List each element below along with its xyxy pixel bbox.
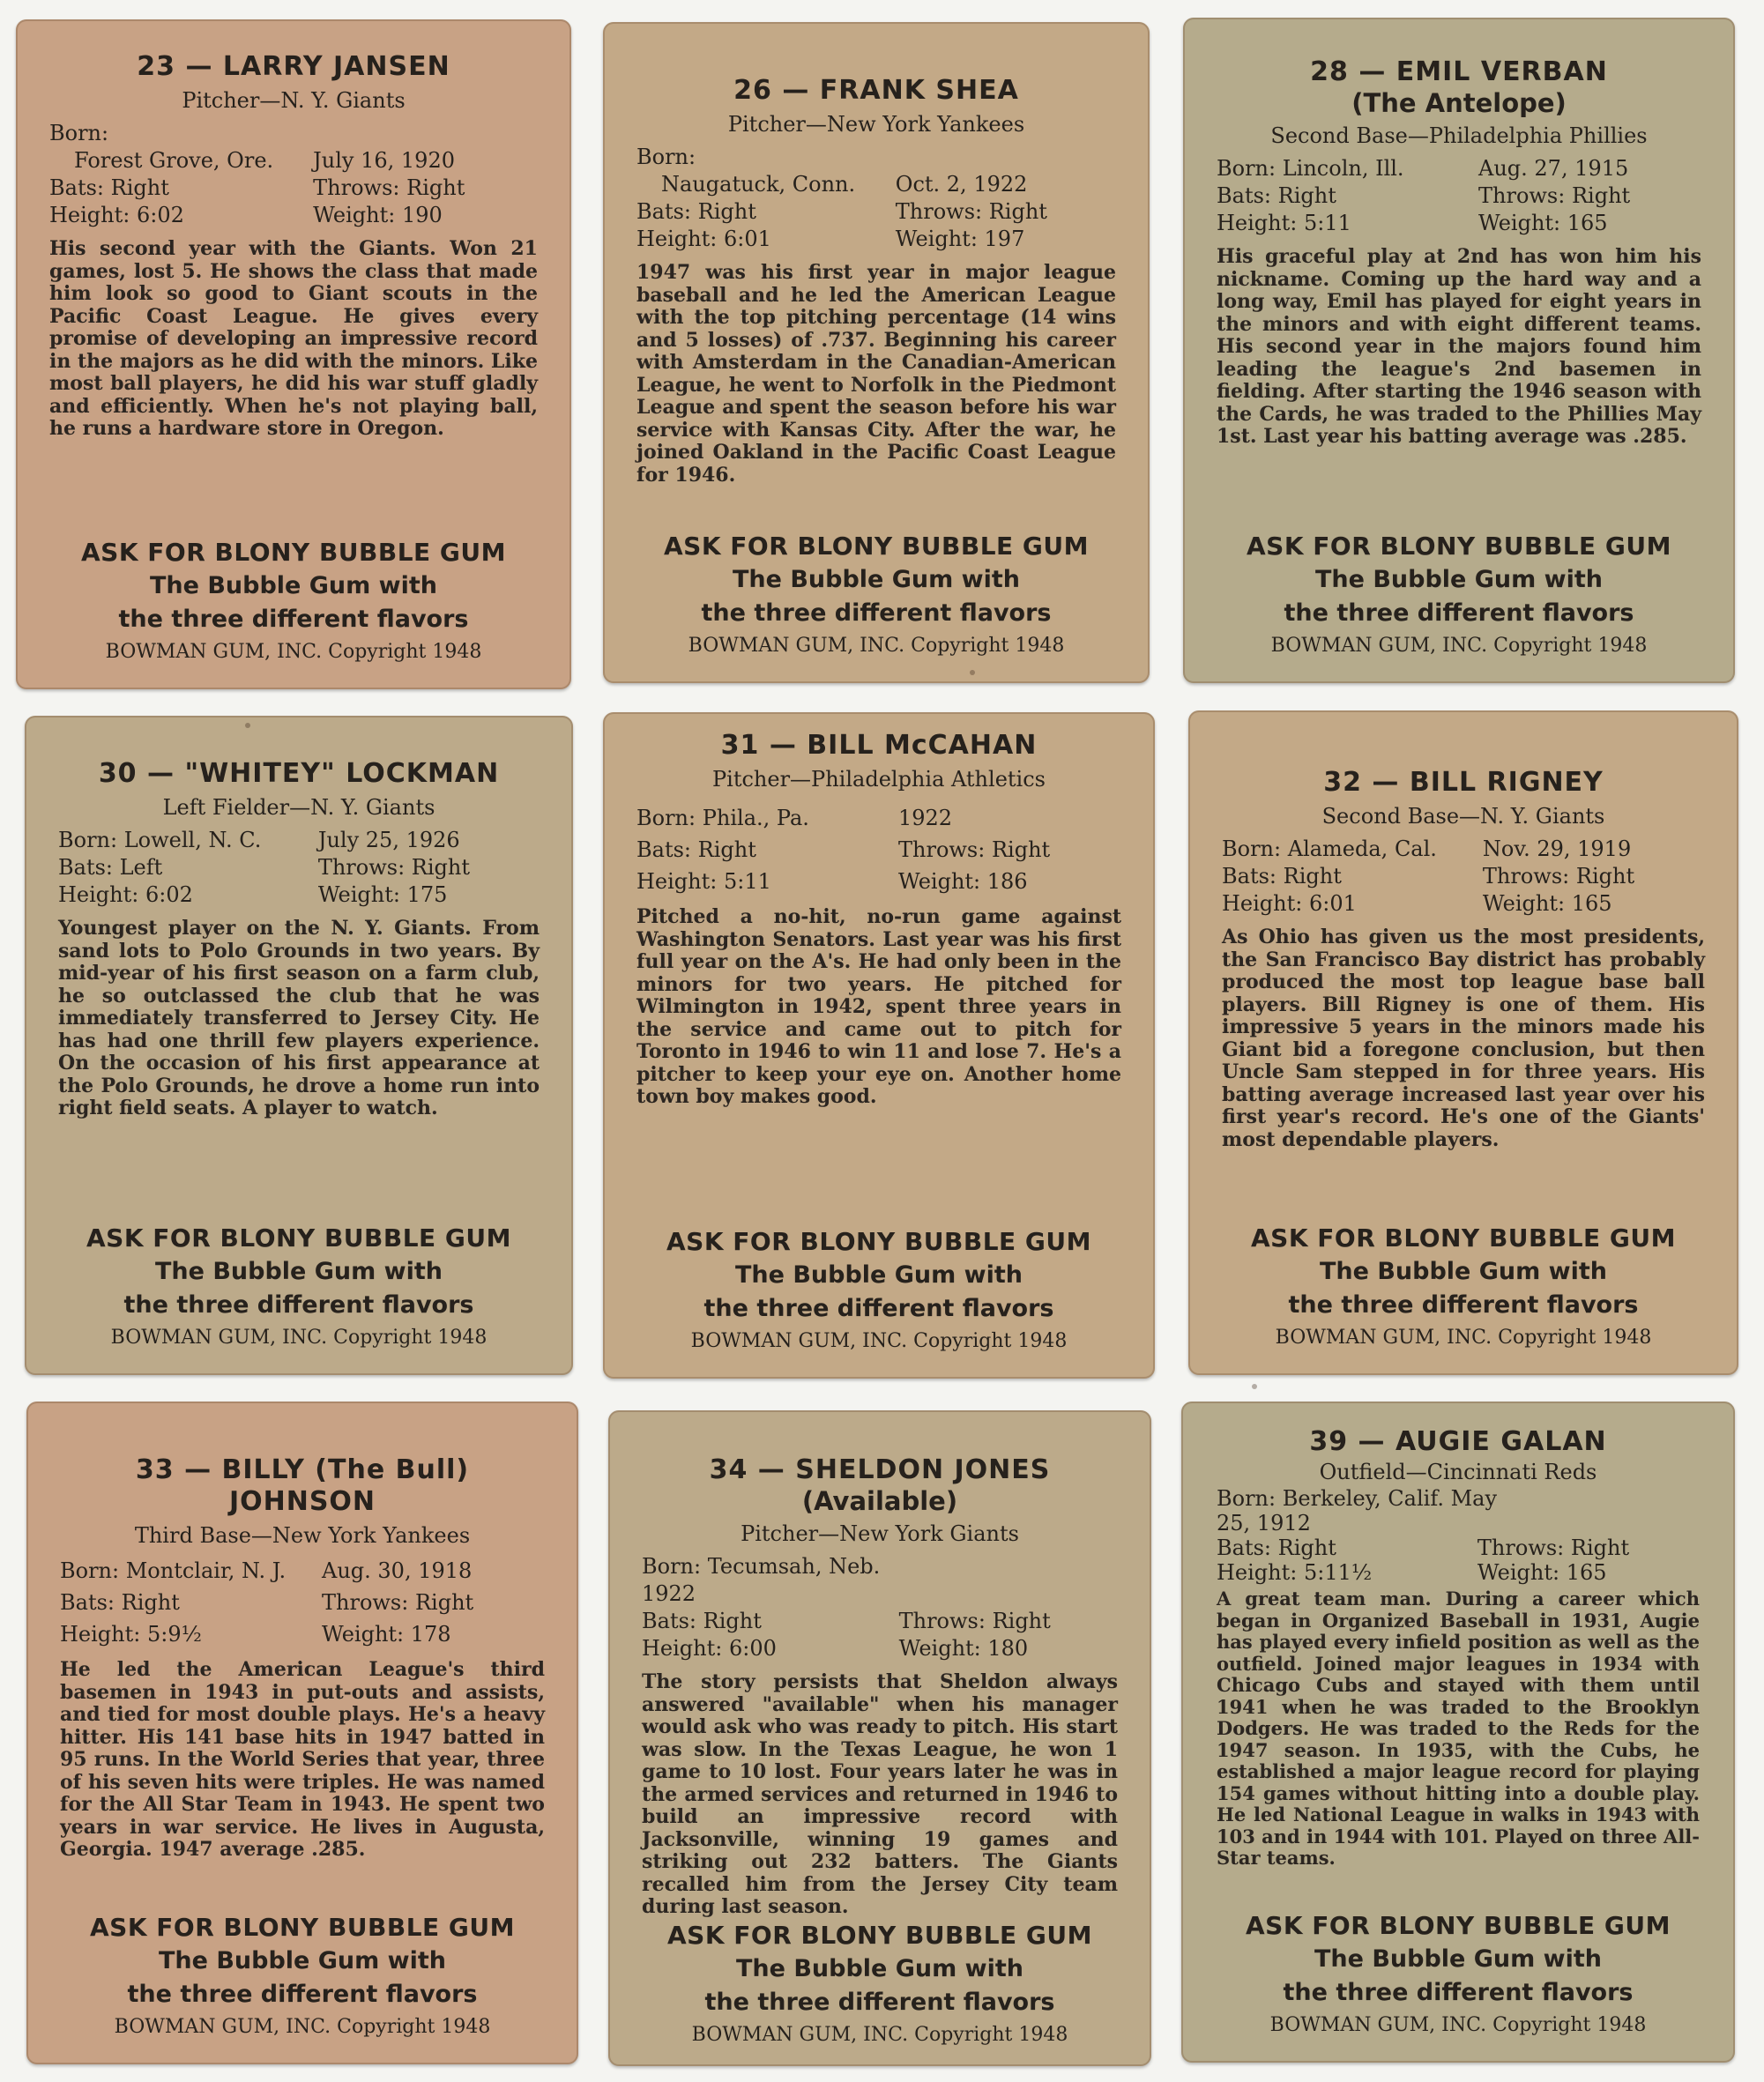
- height-weight-row: [1222, 890, 1705, 918]
- height-weight-row: [636, 226, 1116, 253]
- card-bio: As Ohio has given us the most presidents, the San Francisco Bay district has probably produced the most top league base ball players. Bill Rigney is one of them. His impressive 5 years in the minors made his Giant bid a foregone conclusion, but then Uncle Sam stepped in for three years. His batting average increased last year over his first year's record. He's one of the Giants' most dependable players.: [1222, 926, 1705, 1151]
- born-place: Born: Phila., Pa.: [636, 806, 809, 830]
- copyright: BOWMAN GUM, INC. Copyright 1948: [114, 2016, 491, 2038]
- card-position: Third Base—New York Yankees: [134, 1523, 471, 1548]
- card-26-frank-shea: [603, 22, 1150, 683]
- card-stats: [1217, 155, 1701, 237]
- height-weight-row: [642, 1635, 1118, 1662]
- born-place: Born: Lowell, N. C.: [58, 828, 262, 852]
- card-position: Second Base—N. Y. Giants: [1321, 804, 1605, 829]
- born-row: [1217, 1486, 1700, 1535]
- card-stats: [60, 1555, 545, 1650]
- card-position: Pitcher—N. Y. Giants: [182, 88, 406, 113]
- weight: Weight: 197: [895, 227, 1025, 251]
- born-date: July 25, 1926: [317, 828, 460, 852]
- bats-throws-row: [636, 834, 1121, 866]
- copyright: BOWMAN GUM, INC. Copyright 1948: [105, 641, 482, 663]
- ad-line-1: The Bubble Gum with: [734, 1261, 1023, 1289]
- card-title: 26 — FRANK SHEA: [733, 75, 1019, 106]
- bats: Bats: Right: [642, 1609, 762, 1633]
- ad-line-1: The Bubble Gum with: [732, 566, 1021, 593]
- card-nickname: (Available): [801, 1486, 958, 1516]
- height-weight-row: [1217, 210, 1701, 237]
- weight: Weight: 165: [1477, 1560, 1607, 1585]
- card-28-emil-verban: [1183, 18, 1735, 683]
- card-stats: [636, 802, 1121, 897]
- card-ad: [49, 536, 538, 666]
- card-bio: The story persists that Sheldon always answered "available" when his manager would ask who was ready to pitch. His start was slow. In the Texas League, he won 1 game to 10 lost. Four years later he was in the armed services and returned in 1946 to build an impressive record with Jacksonville, winning 19 games and striking out 232 batters. The Giants recalled him from the Jersey City team during last season.: [642, 1670, 1118, 1918]
- ad-line-1: The Bubble Gum with: [154, 1258, 443, 1285]
- born-label: Born:: [636, 145, 696, 169]
- weight: Weight: 186: [898, 869, 1028, 894]
- born-row: [636, 171, 1116, 198]
- born-date: [917, 1553, 1118, 1608]
- throws: Throws: Right: [313, 175, 465, 200]
- weight: Weight: 165: [1478, 211, 1608, 235]
- card-title: 31 — BILL McCAHAN: [720, 730, 1038, 761]
- card-39-augie-galan: [1181, 1402, 1735, 2063]
- card-ad: [1217, 1909, 1700, 2040]
- height: Height: 6:02: [58, 882, 193, 907]
- card-title: 23 — LARRY JANSEN: [137, 51, 450, 82]
- weight: Weight: 165: [1482, 891, 1612, 916]
- ad-headline: ASK FOR BLONY BUBBLE GUM: [80, 538, 507, 567]
- height-weight-row: [636, 866, 1121, 897]
- copyright: BOWMAN GUM, INC. Copyright 1948: [690, 1330, 1068, 1352]
- born-date: Nov. 29, 1919: [1482, 837, 1632, 861]
- born-place: Naugatuck, Conn.: [661, 172, 856, 197]
- born-date: Oct. 2, 1922: [895, 172, 1028, 197]
- born-row: [1217, 155, 1701, 182]
- card-ad: [58, 1222, 540, 1352]
- card-stats: [642, 1553, 1118, 1662]
- card-32-bill-rigney: [1188, 710, 1738, 1375]
- copyright: BOWMAN GUM, INC. Copyright 1948: [1269, 2014, 1647, 2036]
- born-place: Born: Lincoln, Ill.: [1217, 156, 1404, 181]
- card-position: Pitcher—New York Yankees: [727, 112, 1025, 137]
- bats: Bats: Right: [636, 199, 756, 224]
- height: Height: 5:9½: [60, 1622, 202, 1647]
- born-date: [1522, 1486, 1700, 1535]
- card-stats: [636, 144, 1116, 253]
- bats-throws-row: [49, 175, 538, 202]
- card-30-whitey-lockman: [25, 716, 573, 1375]
- card-title: 28 — EMIL VERBAN: [1310, 56, 1608, 87]
- ad-headline: ASK FOR BLONY BUBBLE GUM: [666, 1920, 1093, 1950]
- bats-throws-row: [636, 198, 1116, 226]
- card-ad: [636, 530, 1116, 660]
- ad-line-2: the three different flavors: [703, 1295, 1054, 1322]
- card-33-billy-johnson: [26, 1402, 578, 2064]
- born-place: Born: Tecumsah, Neb. 1922: [642, 1554, 881, 1606]
- born-date: Aug. 30, 1918: [322, 1558, 473, 1583]
- bats: Bats: Right: [1217, 1535, 1336, 1560]
- bats: Bats: Left: [58, 855, 163, 880]
- card-bio: He led the American League's third basemen in 1943 in put-outs and assists, and tied for most double plays. He's a heavy hitter. His 141 base hits in 1947 batted in 95 runs. In the World Series that year, three of his seven hits were triples. He was named for the All Star Team in 1943. He spent two years in war service. He lives in Augusta, Georgia. 1947 average .285.: [60, 1658, 545, 1861]
- weight: Weight: 190: [313, 203, 443, 227]
- ad-line-2: the three different flavors: [123, 1291, 474, 1319]
- born-date: July 16, 1920: [313, 148, 455, 173]
- ad-line-2: the three different flavors: [1283, 1979, 1634, 2006]
- throws: Throws: Right: [1482, 864, 1635, 889]
- ad-headline: ASK FOR BLONY BUBBLE GUM: [86, 1223, 512, 1253]
- card-title: 33 — BILLY (The Bull) JOHNSON: [135, 1454, 470, 1517]
- card-bio: His second year with the Giants. Won 21 games, lost 5. He shows the class that made him look so good to Giant scouts in the Pacific Coast League. He gives every promise of developing an impressive record in the majors as he did with the minors. Like most ball players, he did his war stuff gladly and efficiently. When he's not playing ball, he runs a hardware store in Oregon.: [49, 237, 538, 440]
- card-position: Second Base—Philadelphia Phillies: [1270, 123, 1648, 148]
- card-ad: [642, 1919, 1118, 2049]
- born-row: [1222, 836, 1705, 863]
- card-title: 30 — "WHITEY" LOCKMAN: [98, 758, 500, 789]
- throws: Throws: Right: [898, 1609, 1051, 1633]
- throws: Throws: Right: [1477, 1535, 1630, 1560]
- ad-headline: ASK FOR BLONY BUBBLE GUM: [1245, 1911, 1671, 1940]
- height: Height: 5:11: [636, 869, 771, 894]
- card-bio: A great team man. During a career which began in Organized Baseball in 1931, Augie has played every infield position as well as the outfield. Joined major leagues in 1934 with Chicago Cubs and stayed with them until 1941 when he was traded to the Brooklyn Dodgers. He was traded to the Reds for the 1947 season. In 1935, with the Cubs, he established a major league record for playing 154 games without hitting into a double play. He led National League in walks in 1943 with 103 and in 1944 with 101. Played on three All-Star teams.: [1217, 1588, 1700, 1869]
- card-position: Pitcher—New York Giants: [741, 1521, 1019, 1546]
- copyright: BOWMAN GUM, INC. Copyright 1948: [1270, 635, 1648, 657]
- born-date: Aug. 27, 1915: [1478, 156, 1629, 181]
- card-title: 34 — SHELDON JONES: [709, 1454, 1051, 1485]
- born-place: Forest Grove, Ore.: [74, 148, 274, 173]
- card-nickname: (The Antelope): [1351, 88, 1567, 118]
- bats: Bats: Right: [636, 837, 756, 862]
- speck: [970, 670, 975, 675]
- ad-line-2: the three different flavors: [704, 1988, 1055, 2016]
- speck: [245, 723, 250, 728]
- bats-throws-row: [1217, 182, 1701, 210]
- height-weight-row: [49, 202, 538, 229]
- card-ad: [1222, 1222, 1705, 1352]
- ad-line-2: the three different flavors: [118, 606, 469, 633]
- card-stats: [1222, 836, 1705, 918]
- card-stats: [58, 827, 540, 909]
- height: Height: 6:01: [636, 227, 771, 251]
- card-ad: [636, 1225, 1121, 1356]
- throws: Throws: Right: [895, 199, 1047, 224]
- born-row: [636, 802, 1121, 834]
- bats-throws-row: [642, 1608, 1118, 1635]
- throws: Throws: Right: [898, 837, 1051, 862]
- born-place: Born: Montclair, N. J.: [60, 1558, 287, 1583]
- height: Height: 6:01: [1222, 891, 1357, 916]
- ad-headline: ASK FOR BLONY BUBBLE GUM: [89, 1913, 516, 1942]
- card-position: Outfield—Cincinnati Reds: [1319, 1460, 1597, 1484]
- bats-throws-row: [58, 854, 540, 881]
- bats: Bats: Right: [49, 175, 169, 200]
- height-weight-row: [58, 881, 540, 909]
- ad-line-1: The Bubble Gum with: [1314, 566, 1604, 593]
- card-bio: Pitched a no-hit, no-run game against Washington Senators. Last year was his first full year on the A's. He had only been in the minors for two years. He pitched for Wilmington in 1942, spent three years in the service and came out to pitch for Toronto in 1946 to win 11 and lose 7. He's a pitcher to keep your eye on. Another home town boy makes good.: [636, 905, 1121, 1108]
- speck: [1252, 1384, 1257, 1389]
- weight: Weight: 178: [322, 1622, 451, 1647]
- height: Height: 6:02: [49, 203, 184, 227]
- bats: Bats: Right: [1222, 864, 1342, 889]
- weight: Weight: 180: [898, 1636, 1029, 1661]
- throws: Throws: Right: [317, 855, 471, 880]
- ad-headline: ASK FOR BLONY BUBBLE GUM: [1250, 1223, 1677, 1253]
- card-ad: [1217, 530, 1701, 660]
- ad-line-1: The Bubble Gum with: [149, 572, 438, 599]
- ad-line-2: the three different flavors: [1284, 599, 1634, 627]
- height-weight-row: [1217, 1560, 1700, 1585]
- born-date: 1922: [898, 806, 953, 830]
- height-weight-row: [60, 1618, 545, 1650]
- bats-throws-row: [1222, 863, 1705, 890]
- height: Height: 6:00: [642, 1636, 777, 1661]
- ad-line-2: the three different flavors: [701, 599, 1052, 627]
- card-title: 32 — BILL RIGNEY: [1323, 767, 1604, 798]
- bats: Bats: Right: [1217, 183, 1336, 208]
- card-ad: [60, 1911, 545, 2041]
- ad-line-1: The Bubble Gum with: [1314, 1945, 1603, 1973]
- born-place: Born: Alameda, Cal.: [1222, 837, 1437, 861]
- ad-headline: ASK FOR BLONY BUBBLE GUM: [666, 1227, 1092, 1256]
- card-bio: His graceful play at 2nd has won him his nickname. Coming up the hard way and a long way, Emil has played for eight years in the minors and with eight different teams. His second year in the majors found him leading the league's 2nd basemen in fielding. After starting the 1946 season with the Cards, he was traded to the Phillies May 1st. Last year his batting average was .285.: [1217, 245, 1701, 448]
- born-row: [60, 1555, 545, 1587]
- card-bio: 1947 was his first year in major league baseball and he led the American League with the top pitching percentage (14 wins and 5 losses) of .737. Beginning his career with Amsterdam in the Canadian-American League, he went to Norfolk in the Piedmont League and spent the season before his war service with Kansas City. After the war, he joined Oakland in the Pacific Coast League for 1946.: [636, 261, 1116, 487]
- bats-throws-row: [60, 1587, 545, 1618]
- card-bio: Youngest player on the N. Y. Giants. From sand lots to Polo Grounds in two years. By mid-year of his first season on a farm club, he so outclassed the club that he was immediately transferred to Jersey City. He has had one thrill few players experience. On the occasion of his first appearance at the Polo Grounds, he drove a home run into right field seats. A player to watch.: [58, 917, 540, 1119]
- throws: Throws: Right: [1478, 183, 1631, 208]
- throws: Throws: Right: [322, 1590, 474, 1615]
- card-23-larry-jansen: [16, 19, 571, 689]
- ad-line-1: The Bubble Gum with: [735, 1954, 1024, 1982]
- ad-headline: ASK FOR BLONY BUBBLE GUM: [1246, 532, 1672, 561]
- born-place: Born: Berkeley, Calif. May 25, 1912: [1217, 1486, 1498, 1535]
- born-row: [58, 827, 540, 854]
- ad-headline: ASK FOR BLONY BUBBLE GUM: [663, 532, 1090, 561]
- ad-line-2: the three different flavors: [127, 1981, 478, 2008]
- copyright: BOWMAN GUM, INC. Copyright 1948: [688, 635, 1065, 657]
- copyright: BOWMAN GUM, INC. Copyright 1948: [691, 2023, 1068, 2046]
- ad-line-1: The Bubble Gum with: [158, 1947, 447, 1974]
- card-position: Left Fielder—N. Y. Giants: [162, 795, 435, 820]
- born-row: [642, 1553, 1118, 1608]
- ad-line-2: the three different flavors: [1288, 1291, 1639, 1319]
- card-stats: [49, 120, 538, 229]
- card-31-bill-mccahan: [603, 712, 1155, 1379]
- born-label: Born:: [49, 121, 109, 145]
- copyright: BOWMAN GUM, INC. Copyright 1948: [110, 1327, 488, 1349]
- born-row: [49, 147, 538, 175]
- height: Height: 5:11½: [1217, 1560, 1373, 1585]
- card-title: 39 — AUGIE GALAN: [1309, 1426, 1607, 1457]
- card-stats: [1217, 1486, 1700, 1585]
- copyright: BOWMAN GUM, INC. Copyright 1948: [1275, 1327, 1652, 1349]
- card-34-sheldon-jones: [608, 1410, 1151, 2066]
- ad-line-1: The Bubble Gum with: [1319, 1258, 1608, 1285]
- card-position: Pitcher—Philadelphia Athletics: [712, 767, 1046, 792]
- bats-throws-row: [1217, 1535, 1700, 1560]
- height: Height: 5:11: [1217, 211, 1351, 235]
- bats: Bats: Right: [60, 1590, 180, 1615]
- weight: Weight: 175: [317, 882, 448, 907]
